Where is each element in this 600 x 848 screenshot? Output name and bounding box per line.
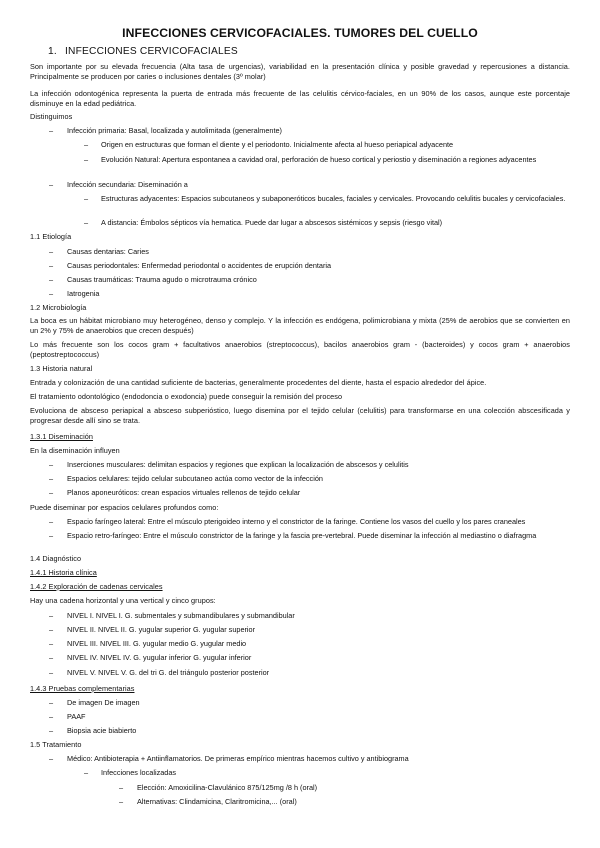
list-dash: – [49, 275, 54, 284]
list-dash: – [49, 247, 54, 256]
paragraph: Puede diseminar por espacios celulares profundos como: [30, 503, 219, 512]
list-item: NIVEL III. NIVEL III. G. yugular medio G. yugular medio [67, 639, 247, 648]
list-dash: – [49, 517, 54, 526]
list-dash: – [49, 488, 54, 497]
paragraph: Entrada y colonización de una cantidad suficiente de bacterias, generalmente procedentes del diente, hasta el espacio alrededor del ápice. [30, 378, 487, 387]
list-item: Espacio retro-faríngeo: Entre el músculo constrictor de la faringe y la fascia pre-vertebral. Puede diseminar la infección al mediastino o diafragma [67, 531, 537, 540]
list-item: Estructuras adyacentes: Espacios subcutaneos y subaponeróticos bucales, faciales y cervicales. Provocando celulitis bucales y cervicofaciales. [101, 194, 566, 203]
list-item: Espacios celulares: tejido celular subcutaneo actúa como vector de la infección [67, 474, 323, 483]
subsection-heading: 1.2 Microbiología [30, 303, 87, 312]
list-item: Infecciones localizadas [101, 768, 177, 777]
list-dash: – [49, 698, 54, 707]
list-item: A distancia: Émbolos sépticos vía hematica. Puede dar lugar a abscesos sistémicos y sepsis (riesgo vital) [101, 218, 443, 227]
list-item: Médico: Antibioterapia + Antiinflamatorios. De primeras empírico mientras hacemos cultivo y antibiograma [67, 754, 409, 763]
subsection-heading: 1.4 Diagnóstico [30, 554, 82, 563]
list-dash: – [84, 768, 89, 777]
odontogenic-paragraph: La infección odontogénica representa la puerta de entrada más frecuente de las celulitis cérvico-faciales, en un 90% de los casos, aunque este porcentaje disminuye en la edad pediátrica. [30, 89, 570, 108]
list-dash: – [49, 289, 54, 298]
list-item: Evolución Natural: Apertura espontanea a cavidad oral, perforación de hueso cortical y periostio y diseminación a regiones adyacentes [101, 155, 537, 164]
list-item: Biopsia acie biabierto [67, 726, 137, 735]
list-item: Iatrogenia [67, 289, 100, 298]
subsection-heading: 1.4.1 Historia clínica [30, 568, 97, 577]
subsection-heading: 1.4.2 Exploración de cadenas cervicales [30, 582, 163, 591]
list-dash: – [49, 712, 54, 721]
list-dash: – [119, 797, 124, 806]
list-dash: – [49, 726, 54, 735]
list-item: De imagen De imagen [67, 698, 140, 707]
list-dash: – [49, 126, 54, 135]
list-item: Causas dentarias: Caries [67, 247, 149, 256]
intro-paragraph: Son importante por su elevada frecuencia (Alta tasa de urgencias), variabilidad en la presentación clínica y posible gravedad y repercusiones a distancia. Principalmente se producen por caries o inclusiones dentales (3º molar) [30, 62, 570, 81]
paragraph: La boca es un hábitat microbiano muy heterogéneo, denso y complejo. Y la infección es endógena, polimicrobiana y mixta (25% de aerobios que se convierten en un 2% y 75% de anaerobios que crecen después) [30, 316, 570, 335]
list-dash: – [49, 625, 54, 634]
list-dash: – [84, 218, 89, 227]
list-dash: – [49, 611, 54, 620]
list-item: Inserciones musculares: delimitan espacios y regiones que explican la localización de abscesos y celulitis [67, 460, 409, 469]
list-item: PAAF [67, 712, 86, 721]
list-dash: – [49, 653, 54, 662]
subsection-heading: 1.3.1 Diseminación [30, 432, 93, 441]
list-item: Infección secundaria: Diseminación a [67, 180, 188, 189]
list-item: NIVEL II. NIVEL II. G. yugular superior G. yugular superior [67, 625, 256, 634]
paragraph: Evoluciona de absceso periapical a absceso subperióstico, luego disemina por el tejido celular (celulitis) para transformarse en una colección abscesificada y progresar desde allí sino se trata. [30, 406, 570, 425]
list-dash: – [49, 639, 54, 648]
section-label: INFECCIONES CERVICOFACIALES [65, 46, 238, 57]
subsection-heading: 1.3 Historia natural [30, 364, 93, 373]
list-item: Alternativas: Clindamicina, Claritromicina,... (oral) [137, 797, 297, 806]
list-dash: – [119, 783, 124, 792]
paragraph: En la diseminación influyen [30, 446, 120, 455]
list-dash: – [49, 474, 54, 483]
list-dash: – [49, 754, 54, 763]
list-dash: – [49, 668, 54, 677]
list-dash: – [49, 261, 54, 270]
list-dash: – [84, 155, 89, 164]
list-item: Elección: Amoxicilina-Clavulánico 875/125mg /8 h (oral) [137, 783, 318, 792]
list-item: Causas periodontales: Enfermedad periodontal o accidentes de erupción dentaria [67, 261, 332, 270]
list-dash: – [49, 531, 54, 540]
list-item: Planos aponeuróticos: crean espacios virtuales rellenos de tejido celular [67, 488, 301, 497]
distinguimos-label: Distinguimos [30, 112, 73, 121]
paragraph: Lo más frecuente son los cocos gram + facultativos anaerobios (streptococcus), bacilos anaerobios gram - (bacteroides) y cocos gram + anaerobios (peptostreptococcus) [30, 340, 570, 359]
section-heading [48, 46, 238, 57]
list-dash: – [49, 180, 54, 189]
list-item: Causas traumáticas: Trauma agudo o microtrauma crónico [67, 275, 257, 284]
list-item: NIVEL IV. NIVEL IV. G. yugular inferior G. yugular inferior [67, 653, 252, 662]
list-item: Origen en estructuras que forman el diente y el periodonto. Inicialmente afecta al hueso periapical adyacente [101, 140, 454, 149]
list-item: Espacio faríngeo lateral: Entre el músculo pterigoideo interno y el constrictor de la faringe. Contiene los vasos del cuello y los pares craneales [67, 517, 526, 526]
paragraph: El tratamiento odontológico (endodoncia o exodoncia) puede conseguir la remisión del proceso [30, 392, 343, 401]
list-item: NIVEL V. NIVEL V. G. del tri G. del triángulo posterior posterior [67, 668, 270, 677]
list-dash: – [84, 194, 89, 203]
list-dash: – [49, 460, 54, 469]
subsection-heading: 1.1 Etiología [30, 232, 72, 241]
subsection-heading: 1.5 Tratamiento [30, 740, 82, 749]
subsection-heading: 1.4.3 Pruebas complementarias [30, 684, 135, 693]
list-item: Infección primaria: Basal, localizada y autolimitada (generalmente) [67, 126, 282, 135]
list-dash: – [84, 140, 89, 149]
list-item: NIVEL I. NIVEL I. G. submentales y submandibulares y submandibular [67, 611, 295, 620]
document-title: INFECCIONES CERVICOFACIALES. TUMORES DEL CUELLO [122, 26, 478, 40]
section-number: 1. [48, 46, 57, 57]
paragraph: Hay una cadena horizontal y una vertical y cinco grupos: [30, 596, 216, 605]
